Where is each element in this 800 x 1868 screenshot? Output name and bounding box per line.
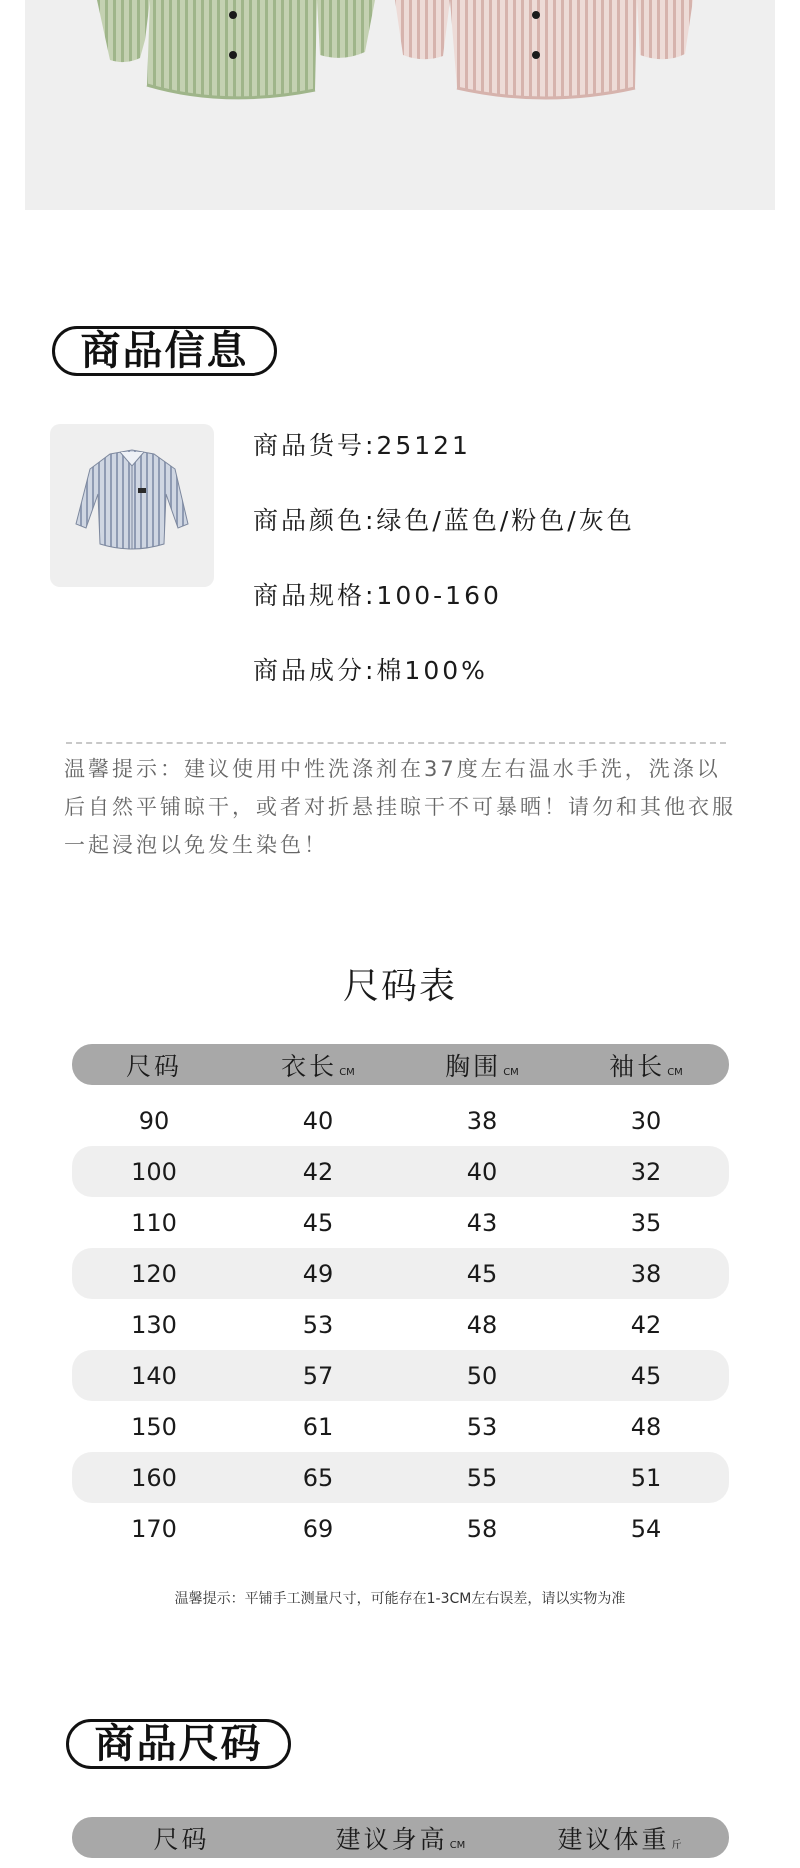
product-spec: 商品规格:100-160 <box>253 581 502 610</box>
table-cell: 90 <box>138 1106 170 1135</box>
table-cell: 49 <box>302 1259 334 1288</box>
product-sku: 商品货号:25121 <box>253 431 471 460</box>
table-cell: 120 <box>131 1259 177 1288</box>
size-chart-body <box>72 1095 729 1554</box>
product-thumbnail <box>50 424 214 587</box>
table-cell: 130 <box>131 1310 177 1339</box>
header-height: 建议身高 CM <box>335 1824 466 1854</box>
table-cell: 48 <box>630 1412 662 1441</box>
product-colors: 商品颜色:绿色/蓝色/粉色/灰色 <box>253 506 635 535</box>
header-size: 尺码 <box>153 1824 210 1854</box>
table-row <box>72 1197 729 1248</box>
table-cell: 51 <box>630 1463 662 1492</box>
product-size-header-row <box>72 1817 729 1858</box>
table-row <box>72 1350 729 1401</box>
table-cell: 40 <box>466 1157 498 1186</box>
table-cell: 53 <box>466 1412 498 1441</box>
table-cell: 32 <box>630 1157 662 1186</box>
dashed-divider <box>66 742 726 744</box>
product-size-table <box>72 1817 729 1868</box>
table-cell: 110 <box>131 1208 177 1237</box>
table-row <box>72 1401 729 1452</box>
table-cell: 48 <box>466 1310 498 1339</box>
table-cell: 53 <box>302 1310 334 1339</box>
section-title-product-info: 商品信息 <box>52 326 277 376</box>
hero-product-image <box>25 0 775 210</box>
table-cell: 38 <box>466 1106 498 1135</box>
product-material: 商品成分:棉100% <box>253 656 488 685</box>
table-cell: 61 <box>302 1412 334 1441</box>
table-cell: 42 <box>630 1310 662 1339</box>
table-cell: 50 <box>466 1361 498 1390</box>
table-row <box>72 1095 729 1146</box>
header-size: 尺码 <box>125 1051 182 1081</box>
table-cell: 42 <box>302 1157 334 1186</box>
table-cell: 54 <box>630 1514 662 1543</box>
size-chart-table <box>72 1044 729 1554</box>
pink-shirt-graphic <box>395 0 693 98</box>
table-row <box>72 1503 729 1554</box>
green-shirt-graphic <box>97 0 375 98</box>
table-cell: 45 <box>302 1208 334 1237</box>
table-cell: 150 <box>131 1412 177 1441</box>
table-cell: 65 <box>302 1463 334 1492</box>
table-cell: 57 <box>302 1361 334 1390</box>
care-tip: 温馨提示：建议使用中性洗涤剂在37度左右温水手洗，洗涤以后自然平铺晾干，或者对折悬挂晾干不可暴晒！请勿和其他衣服一起浸泡以免发生染色！ <box>64 757 736 857</box>
table-cell: 40 <box>302 1106 334 1135</box>
table-cell: 58 <box>466 1514 498 1543</box>
size-chart-title: 尺码表 <box>342 966 457 1007</box>
table-cell: 35 <box>630 1208 662 1237</box>
table-cell: 100 <box>131 1157 177 1186</box>
table-cell: 45 <box>466 1259 498 1288</box>
table-cell: 69 <box>302 1514 334 1543</box>
size-chart-header-row <box>72 1044 729 1085</box>
table-row <box>72 1299 729 1350</box>
table-cell: 140 <box>131 1361 177 1390</box>
table-cell: 38 <box>630 1259 662 1288</box>
header-length: 衣长 CM <box>281 1051 355 1081</box>
table-row <box>72 1146 729 1197</box>
size-chart-note: 温馨提示：平铺手工测量尺寸，可能存在1-3CM左右误差，请以实物为准 <box>174 1591 626 1607</box>
header-sleeve: 袖长 CM <box>609 1051 683 1081</box>
table-row <box>72 1248 729 1299</box>
section-title-product-size: 商品尺码 <box>66 1719 291 1769</box>
table-cell: 170 <box>131 1514 177 1543</box>
header-weight: 建议体重 斤 <box>557 1824 682 1854</box>
blue-shirt-graphic <box>76 450 188 549</box>
table-cell: 160 <box>131 1463 177 1492</box>
table-row <box>72 1452 729 1503</box>
table-cell: 55 <box>466 1463 498 1492</box>
table-cell: 43 <box>466 1208 498 1237</box>
table-cell: 45 <box>630 1361 662 1390</box>
header-chest: 胸围 CM <box>445 1051 519 1081</box>
table-cell: 30 <box>630 1106 662 1135</box>
